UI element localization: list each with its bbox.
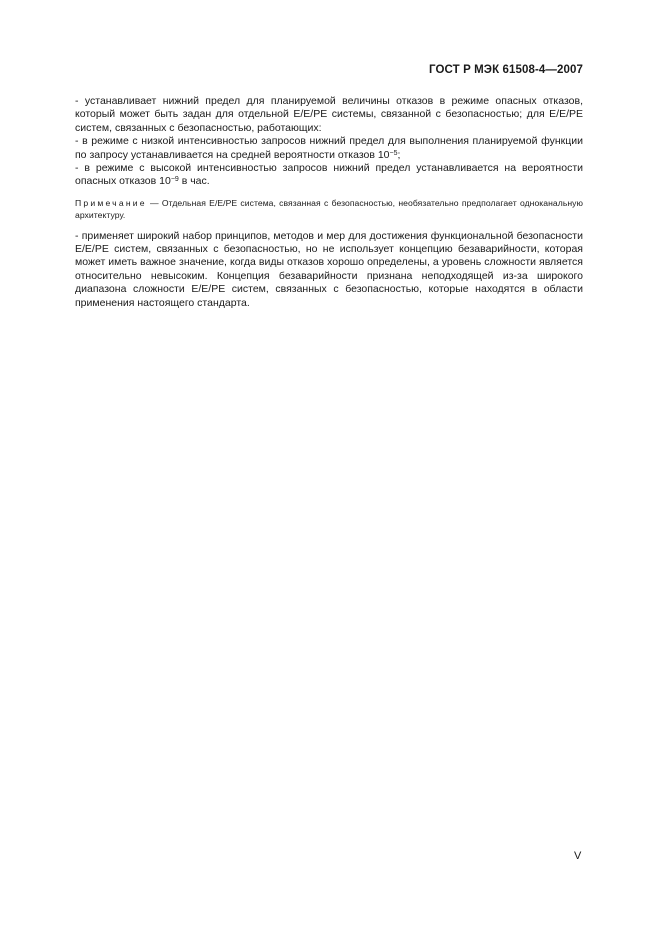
document-header: ГОСТ Р МЭК 61508-4—2007 — [429, 64, 583, 76]
exponent: −5 — [389, 149, 398, 157]
paragraph-text: - в режиме с низкой интенсивностью запросов нижний предел для выполнения планируемой функции по запросу устанавливается на средней вероятности отказов 10 — [75, 135, 583, 161]
paragraph-text-end: ; — [397, 148, 401, 161]
paragraph-text: - применяет широкий набор принципов, методов и мер для достижения функциональной безопасности E/E/PE систем, связанных с безопасностью, но не использует концепцию безаварийности, которая может иметь важное значение, когда виды отказов хорошо определены, а уровень сложности является относительно невысоким. Концепция безаварийности признана неподходящей из-за широкого диапазона сложности E/E/PE систем, связанных с безопасностью, которые находятся в области применения настоящего стандарта. — [75, 229, 583, 309]
paragraph-lower-limit — [75, 95, 583, 135]
page-body — [75, 95, 583, 310]
paragraph-text: - в режиме с высокой интенсивностью запросов нижний предел устанавливается на вероятности опасных отказов 10 — [75, 162, 583, 188]
note-text: — Отдельная E/E/PE система, связанная с безопасностью, необязательно предполагает одноканальную архитектуру. — [75, 197, 583, 221]
paragraph-text-end: в час. — [178, 175, 210, 188]
exponent: −9 — [170, 176, 179, 184]
page-number: V — [574, 850, 582, 862]
note-label: Примечание — [75, 197, 147, 208]
note — [75, 197, 583, 222]
paragraph-principles — [75, 230, 583, 310]
paragraph-low-demand — [75, 135, 583, 162]
paragraph-text: - устанавливает нижний предел для планируемой величины отказов в режиме опасных отказов, который может быть задан для отдельной E/E/PE системы, связанной с безопасностью; для E/E/PE систем, связанных с безопасностью, работающих: — [75, 95, 583, 134]
paragraph-high-demand — [75, 162, 583, 189]
